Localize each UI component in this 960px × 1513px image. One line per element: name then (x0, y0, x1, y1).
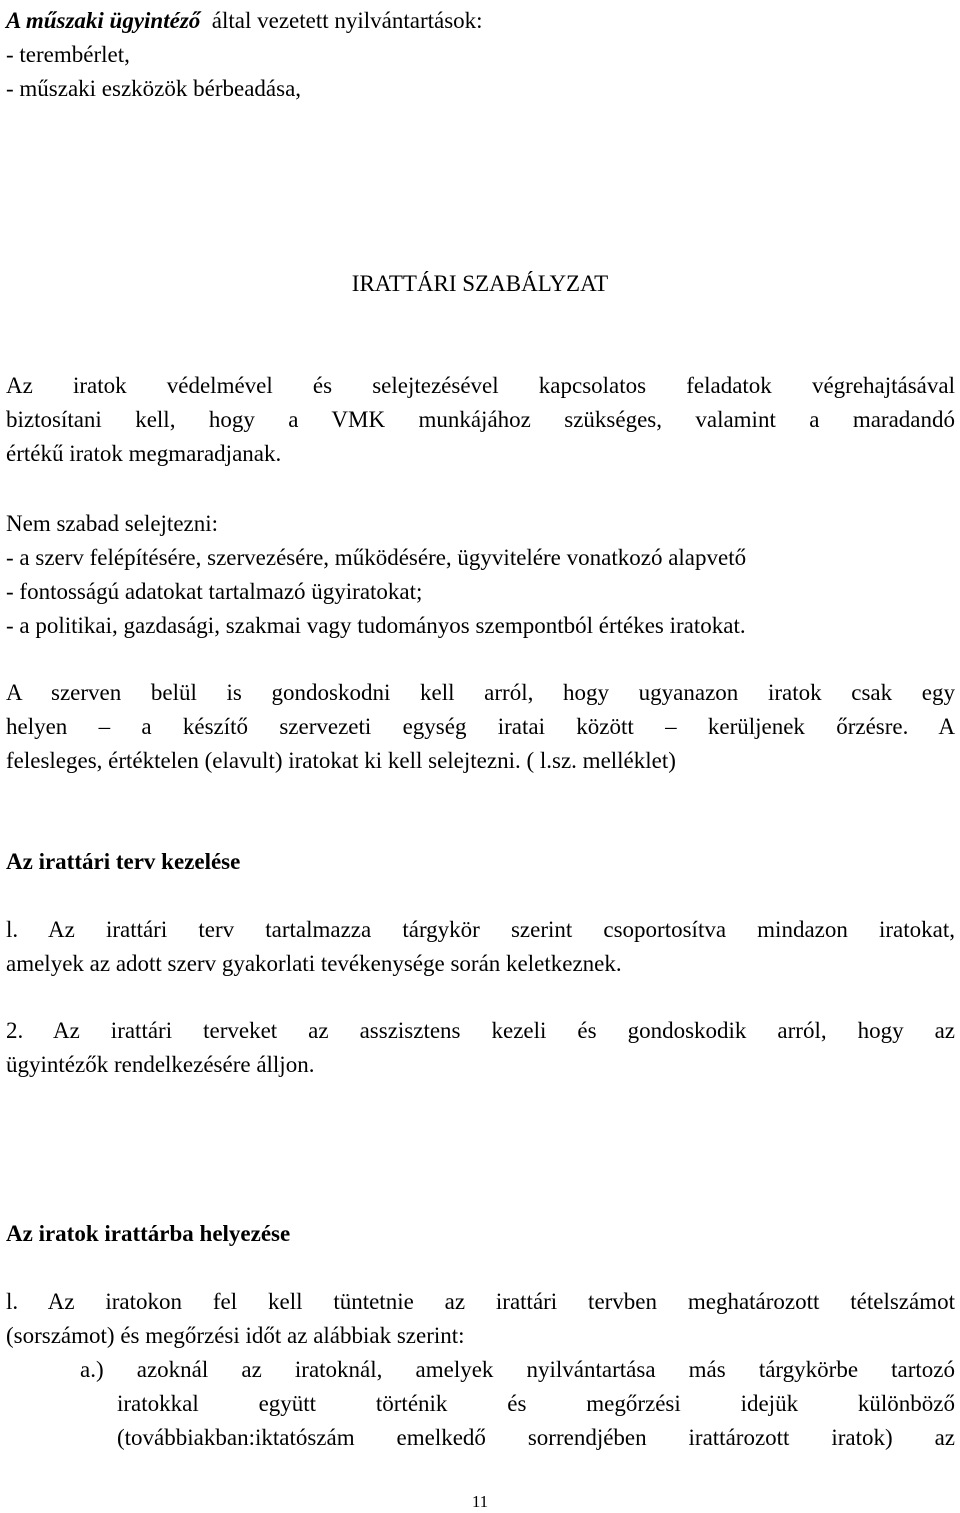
paragraph-line: amelyek az adott szerv gyakorlati tevékenysége során keletkeznek. (6, 951, 622, 976)
paragraph-line: helyen – a készítő szervezeti egység iratai között – kerüljenek őrzésre. A (6, 714, 955, 739)
paragraph-line: - a szerv felépítésére, szervezésére, működésére, ügyvitelére vonatkozó alapvető (6, 545, 747, 570)
list-item-continuation: iratokkal együtt történik és megőrzési idejük különböző (117, 1391, 955, 1416)
section-heading: Az iratok irattárba helyezése (6, 1221, 291, 1246)
paragraph-line: - a politikai, gazdasági, szakmai vagy tudományos szempontból értékes iratokat. (6, 613, 746, 638)
paragraph-line: l. Az irattári terv tartalmazza tárgykör szerint csoportosítva mindazon iratokat, (6, 917, 955, 942)
paragraph-line: Az iratok védelmével és selejtezésével kapcsolatos feladatok végrehajtásával (6, 373, 955, 398)
intro-item: - műszaki eszközök bérbeadása, (6, 76, 302, 101)
paragraph-line: (sorszámot) és megőrzési időt az alábbiak szerint: (6, 1323, 465, 1348)
paragraph-line: 2. Az irattári terveket az asszisztens kezeli és gondoskodik arról, hogy az (6, 1018, 955, 1043)
paragraph-line: - fontosságú adatokat tartalmazó ügyiratokat; (6, 579, 423, 604)
paragraph-line: értékű iratok megmaradjanak. (6, 441, 282, 466)
intro-line (6, 4, 483, 38)
paragraph-line: l. Az iratokon fel kell tüntetnie az irattári tervben meghatározott tételszámot (6, 1289, 955, 1314)
page-number: 11 (471, 1492, 489, 1511)
document-title: IRATTÁRI SZABÁLYZAT (351, 271, 609, 296)
intro-text: által vezetett nyilvántartások: (211, 8, 483, 33)
intro-item: - terembérlet, (6, 42, 130, 67)
list-item: a.) azoknál az iratoknál, amelyek nyilvántartása más tárgykörbe tartozó (80, 1357, 955, 1382)
paragraph-line: Nem szabad selejtezni: (6, 511, 219, 536)
paragraph-line: A szerven belül is gondoskodni kell arról, hogy ugyanazon iratok csak egy (6, 680, 955, 705)
paragraph-line: ügyintézők rendelkezésére álljon. (6, 1052, 315, 1077)
role-emphasis: A műszaki ügyintéző (6, 8, 201, 33)
list-item-continuation: (továbbiakban:iktatószám emelkedő sorrendjében irattározott iratok) az (117, 1425, 955, 1450)
paragraph-line: felesleges, értéktelen (elavult) iratokat ki kell selejtezni. ( l.sz. melléklet) (6, 748, 676, 773)
section-heading: Az irattári terv kezelése (6, 849, 241, 874)
paragraph-line: biztosítani kell, hogy a VMK munkájához szükséges, valamint a maradandó (6, 407, 955, 432)
